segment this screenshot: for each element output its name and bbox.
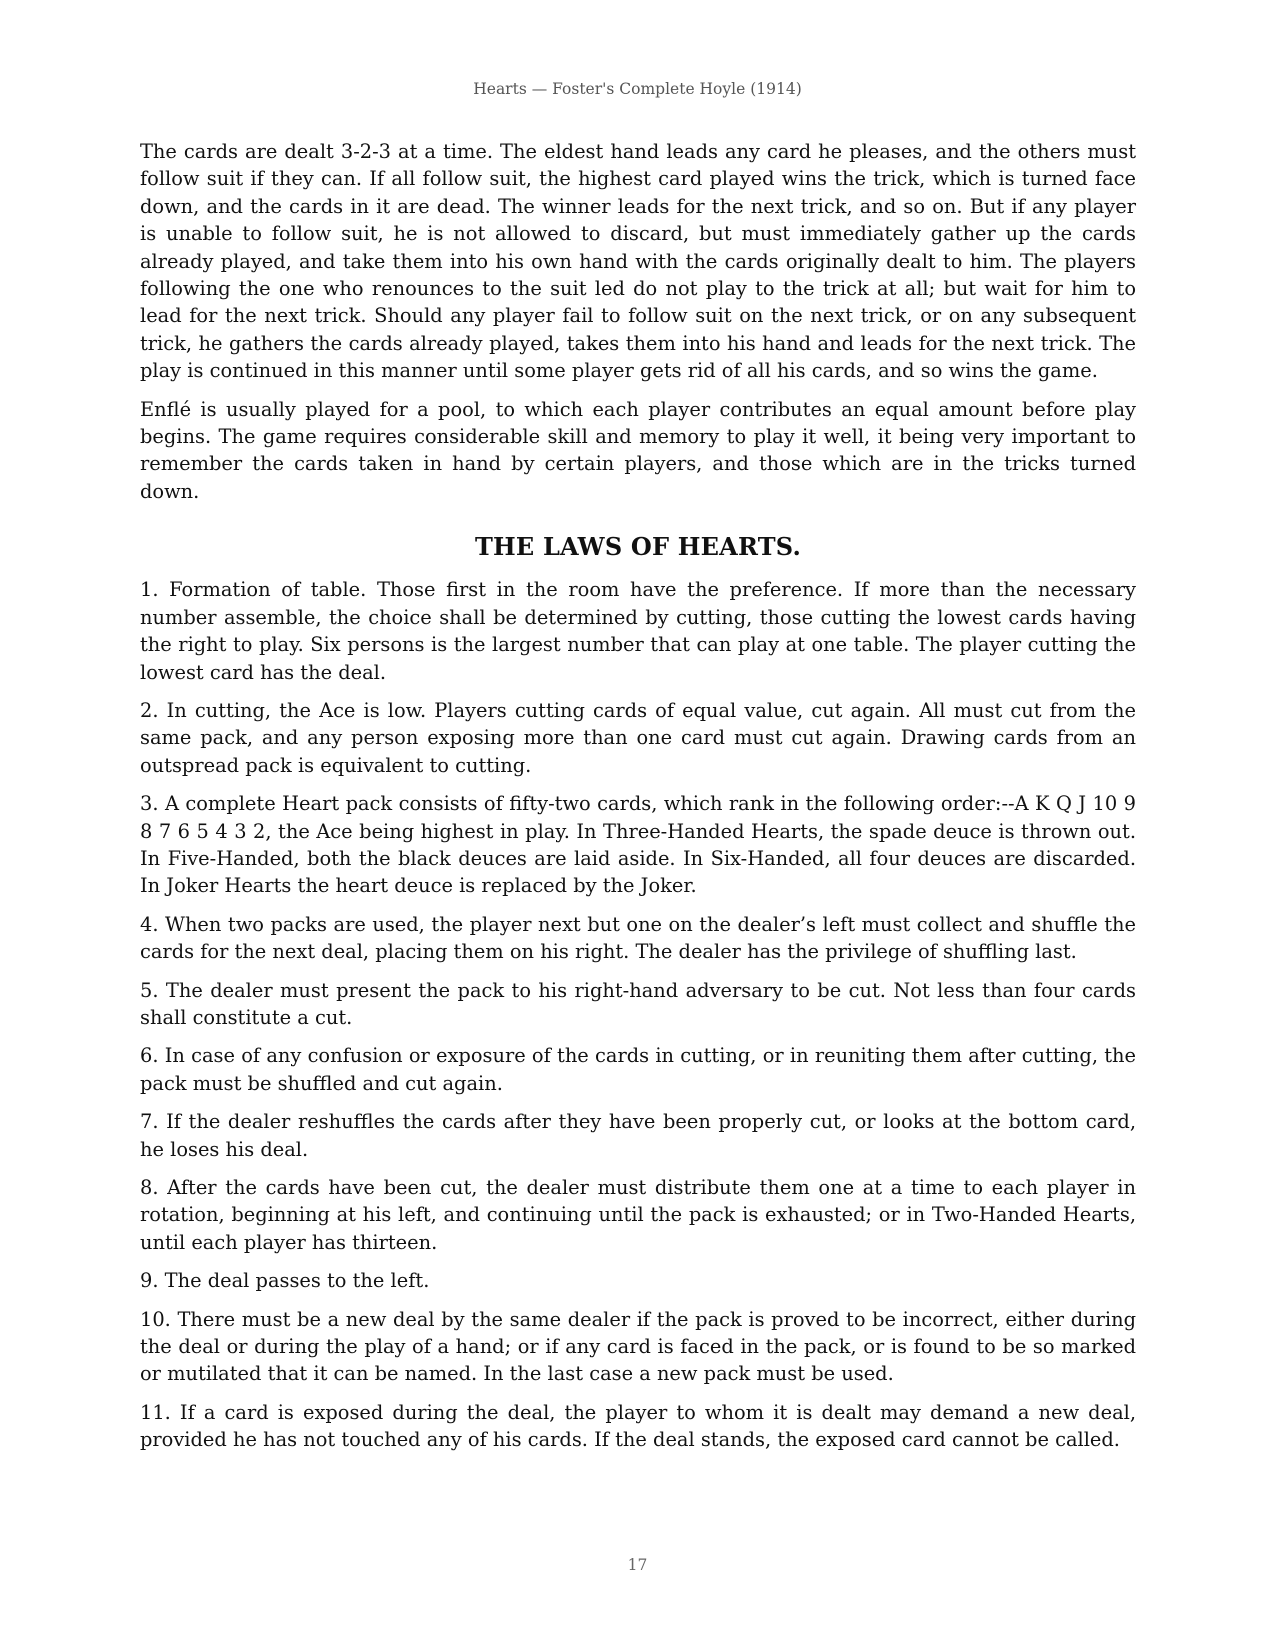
law-paragraph: 5. The dealer must present the pack to his right-hand adversary to be cut. Not less than four cards shall constitute a cut. (140, 978, 1136, 1029)
law-paragraph: 10. There must be a new deal by the same dealer if the pack is proved to be incorrect, either during the deal or during the play of a hand; or if any card is faced in the pack, or is found to be so marked or mutilated that it can be named. In the last case a new pack must be used. (140, 1307, 1136, 1386)
page-body (140, 138, 1136, 1465)
section-heading: THE LAWS OF HEARTS. (474, 532, 802, 562)
law-paragraph: 9. The deal passes to the left. (140, 1269, 430, 1293)
law-paragraph: 4. When two packs are used, the player next but one on the dealer’s left must collect and shuffle the cards for the next deal, placing them on his right. The dealer has the privilege of shuffling last. (140, 912, 1136, 964)
law-paragraph: 6. In case of any confusion or exposure of the cards in cutting, or in reuniting them after cutting, the pack must be shuffled and cut again. (140, 1044, 1136, 1095)
law-paragraph: 2. In cutting, the Ace is low. Players cutting cards of equal value, cut again. All must cut from the same pack, and any person exposing more than one card must cut again. Drawing cards from an outspread pack is equivalent to cutting. (140, 698, 1136, 777)
law-paragraph: 1. Formation of table. Those first in the room have the preference. If more than the necessary number assemble, the choice shall be determined by cutting, those cutting the lowest cards having the right to play. Six persons is the largest number that can play at one table. The player cutting the lowest card has the deal. (140, 578, 1136, 684)
body-paragraph: Enflé is usually played for a pool, to which each player contributes an equal amount before play begins. The game requires considerable skill and memory to play it well, it being very important to remember the cards taken in hand by certain players, and those which are in the tricks turned down. (140, 397, 1136, 503)
law-paragraph: 7. If the dealer reshuffles the cards after they have been properly cut, or looks at the bottom card, he loses his deal. (140, 1110, 1136, 1161)
page-number: 17 (627, 1556, 648, 1574)
law-paragraph: 8. After the cards have been cut, the dealer must distribute them one at a time to each player in rotation, beginning at his left, and continuing until the pack is exhausted; or in Two-Handed Hearts, until each player has thirteen. (140, 1176, 1136, 1254)
body-paragraph: The cards are dealt 3-2-3 at a time. The eldest hand leads any card he pleases, and the others must follow suit if they can. If all follow suit, the highest card played wins the trick, which is turned face down, and the cards in it are dead. The winner leads for the next trick, and so on. But if any player is unable to follow suit, he is not allowed to discard, but must immediately gather up the cards already played, and take them into his own hand with the cards originally dealt to him. The players following the one who renounces to the suit led do not play to the trick at all; but wait for him to lead for the next trick. Should any player fail to follow suit on the next trick, or on any subsequent trick, he gathers the cards already played, takes them into his hand and leads for the next trick. The play is continued in this manner until some player gets rid of all his cards, and so wins the game. (140, 140, 1136, 383)
law-paragraph: 11. If a card is exposed during the deal, the player to whom it is dealt may demand a new deal, provided he has not touched any of his cards. If the deal stands, the exposed card cannot be called. (140, 1400, 1136, 1452)
law-paragraph: 3. A complete Heart pack consists of fifty-two cards, which rank in the following order:--A K Q J 10 9 8 7 6 5 4 3 2, the Ace being highest in play. In Three-Handed Hearts, the spade deuce is thrown out. In Five-Handed, both the black deuces are laid aside. In Six-Handed, all four deuces are discarded. In Joker Hearts the heart deuce is replaced by the Joker. (140, 792, 1136, 898)
running-header: Hearts — Foster's Complete Hoyle (1914) (473, 80, 802, 98)
